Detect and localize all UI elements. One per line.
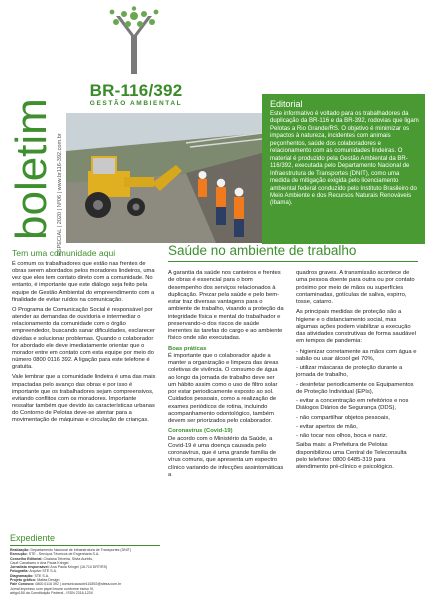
health-paragraph: A garantia da saúde nos canteiros e frentes de obras é essencial para o bom desempenho dos serviços relacionados à duplicação. Prezar pela saúde e pelo bem-estar traz diversas vantagens para o ambiente de trabalho, visando a proteção da integridade física e mental do trabalhador e preservando-o dos riscos de saúde inerentes às tarefas do cargo e ao ambiente físico onde são executadas.	[168, 270, 284, 342]
credit-line: Projeto gráfico: Matiss Design	[10, 578, 60, 583]
health-bullet: - higienizar corretamente as mãos com água e sabão ou usar álcool gel 70%,	[296, 348, 417, 362]
boletim-text: boletim	[7, 98, 56, 240]
health-subheading: Coronavírus (Covid-19)	[168, 428, 233, 435]
credit-line: Jornalista responsável: Ana Paula Kringel (16.710 DRT/RS)	[10, 565, 108, 570]
credit-line: Conselho Editorial: Chaiana Teixeira, Silvia Aurélio,	[10, 556, 94, 561]
boletim-meta-text: ESPECIAL | 2020 | Nº06 | www.br116-392.com.br	[57, 133, 63, 256]
credit-line: Fale Conosco: 0800 0116 392 | comunicacaobr116392@stesa.com.br	[10, 582, 122, 587]
health-article-title: Saúde no ambiente de trabalho	[168, 243, 418, 262]
editorial-box	[262, 94, 425, 244]
brand-title: BR-116/392	[89, 81, 183, 100]
credit-line: Cauê Canabarro e Ana Paula Kringel	[10, 560, 69, 565]
brand-subtitle: GESTÃO AMBIENTAL	[89, 100, 183, 107]
health-bullet: - utilizar máscaras de proteção durante a jornada de trabalho,	[296, 365, 403, 379]
community-paragraph: Vale lembrar que a comunidade lindeira é uma das mais impactadas pelo avanço das obras e por isso é importante que os trabalhadores sejam compreensivos, evitando conflitos com os moradores. Importante ressaltar também que devido às características urbanas do Contorno de Pelotas deve-se atentar para a movimentação de máquinas e circulação de crianças.	[12, 374, 156, 424]
health-subheading: Boas práticas	[168, 345, 207, 352]
road-works-photo	[66, 113, 262, 243]
health-bullet: - desinfetar periodicamente os Equipamentos de Proteção Individual (EPIs),	[296, 381, 414, 395]
health-bullet: - não tocar nos olhos, boca e nariz.	[296, 433, 388, 439]
community-article-title: Tem uma comunidade aqui	[12, 248, 116, 258]
expediente-title: Expediente	[10, 533, 56, 543]
boletim-meta	[51, 106, 65, 256]
health-paragraph: De acordo com o Ministério da Saúde, a Covid-19 é uma doença causada pelo coronavírus, que é uma grande família de vírus comuns, que apresenta um espectro clínico variando de infecções assintomáticas a	[168, 435, 284, 478]
expediente-divider	[10, 545, 160, 546]
editorial-title: Editorial	[270, 99, 303, 109]
community-paragraph: O Programa de Comunicação Social é responsável por atender as demandas de ouvidoria e intermediar o relacionamento da comunidade com o órgão empreendedor, buscando sanar dificuldades, esclarecer dúvidas e solucionar problemas. Quando o colaborador for abordado ele deve imediatamente orientar que o morador entre em contato com esta equipe por meio do número 0800 0116 392. A ligação para este telefone é gratuita.	[12, 306, 155, 371]
health-paragraph: Saiba mais: a Prefeitura de Pelotas disponibilizou uma Central de Teleconsulta pelo telefone: 0800 6485-319 para atendimento pré-clínico e psicológico.	[296, 442, 407, 470]
credit-line: artigo150 da Constituição Federal - ISSN 2316-123X	[10, 590, 94, 595]
health-paragraph: quadros graves. A transmissão acontece de uma pessoa doente para outra ou por contato próximo por meio de mãos ou superfícies contaminadas, gotículas de saliva, espirro, tosse, catarro.	[296, 270, 415, 305]
boletim-vertical-title	[7, 98, 56, 240]
health-bullet: - evitar a concentração em refeitórios e nos Diálogos Diários de Segurança (DDS),	[296, 398, 409, 412]
editorial-text: Este informativo é voltado para os trabalhadores da duplicação da BR-116 e da BR-392, rodovias que ligam Pelotas a Rio Grande/RS. O objetivo é minimizar os impactos à natureza, incidentes com animais peçonhentos, saúde dos colaboradores e relacionamento com as comunidades lindeiras. O material é produzido pela Gestão Ambiental da BR-116/392, executada pelo Departamento Nacional de Infraestrutura de Transportes (DNIT), como uma medida de mitigação exigida pelo licenciamento ambiental federal conduzido pelo Instituto Brasileiro do Meio Ambiente e dos Recursos Naturais Renováveis (Ibama).	[270, 111, 419, 207]
credit-line: Execução: STE - Serviços Técnicos de Engenharia S.A.	[10, 552, 100, 557]
health-paragraph: As principais medidas de proteção são a higiene e o distanciamento social, mas algumas ações podem viabilizar a execução das atividades construtivas de forma saudável em tempos de pandemia:	[296, 309, 416, 345]
credit-line: Realização: Departamento Nacional de Infraestrutura de Transportes (DNIT)	[10, 548, 132, 552]
health-article-column-1	[168, 270, 284, 482]
gestao-ambiental-logo	[104, 6, 164, 78]
credit-line: Diagramação: STE S.A.	[10, 573, 50, 578]
credit-line: Fotografia: Arquivo STE S.A.	[10, 569, 57, 574]
health-bullet: - não compartilhar objetos pessoais,	[296, 414, 390, 421]
health-bullet: - evitar apertos de mão,	[296, 423, 358, 430]
community-paragraph: É comum os trabalhadores que estão nas frentes de obras serem abordados pelos moradores lindeiros, uma vez que eles tem contato direto com a comunidade. No entanto, é importante que este diálogo seja feito pela equipe de Gestão Ambiental do empreendimento com a finalidade de evitar ruídos na comunicação.	[12, 261, 155, 303]
health-paragraph: É importante que o colaborador ajude a manter a organização e limpeza das áreas coletivas de vivência. O consumo de água ao longo da jornada de trabalho deve ser um hábito assim como o uso de filtro solar por estar periodicamente exposto ao sol. Cuidados pessoais, como a realização de exames periódicos de rotina, incluindo acompanhamento odontológico, também devem ser priorizados pelo colaborador.	[168, 352, 279, 424]
expediente-credits	[10, 548, 166, 595]
community-article-body	[12, 261, 158, 427]
health-article-column-2	[296, 270, 418, 474]
credit-line: Jornal impresso com papel imune conforme inciso VI,	[10, 586, 95, 591]
